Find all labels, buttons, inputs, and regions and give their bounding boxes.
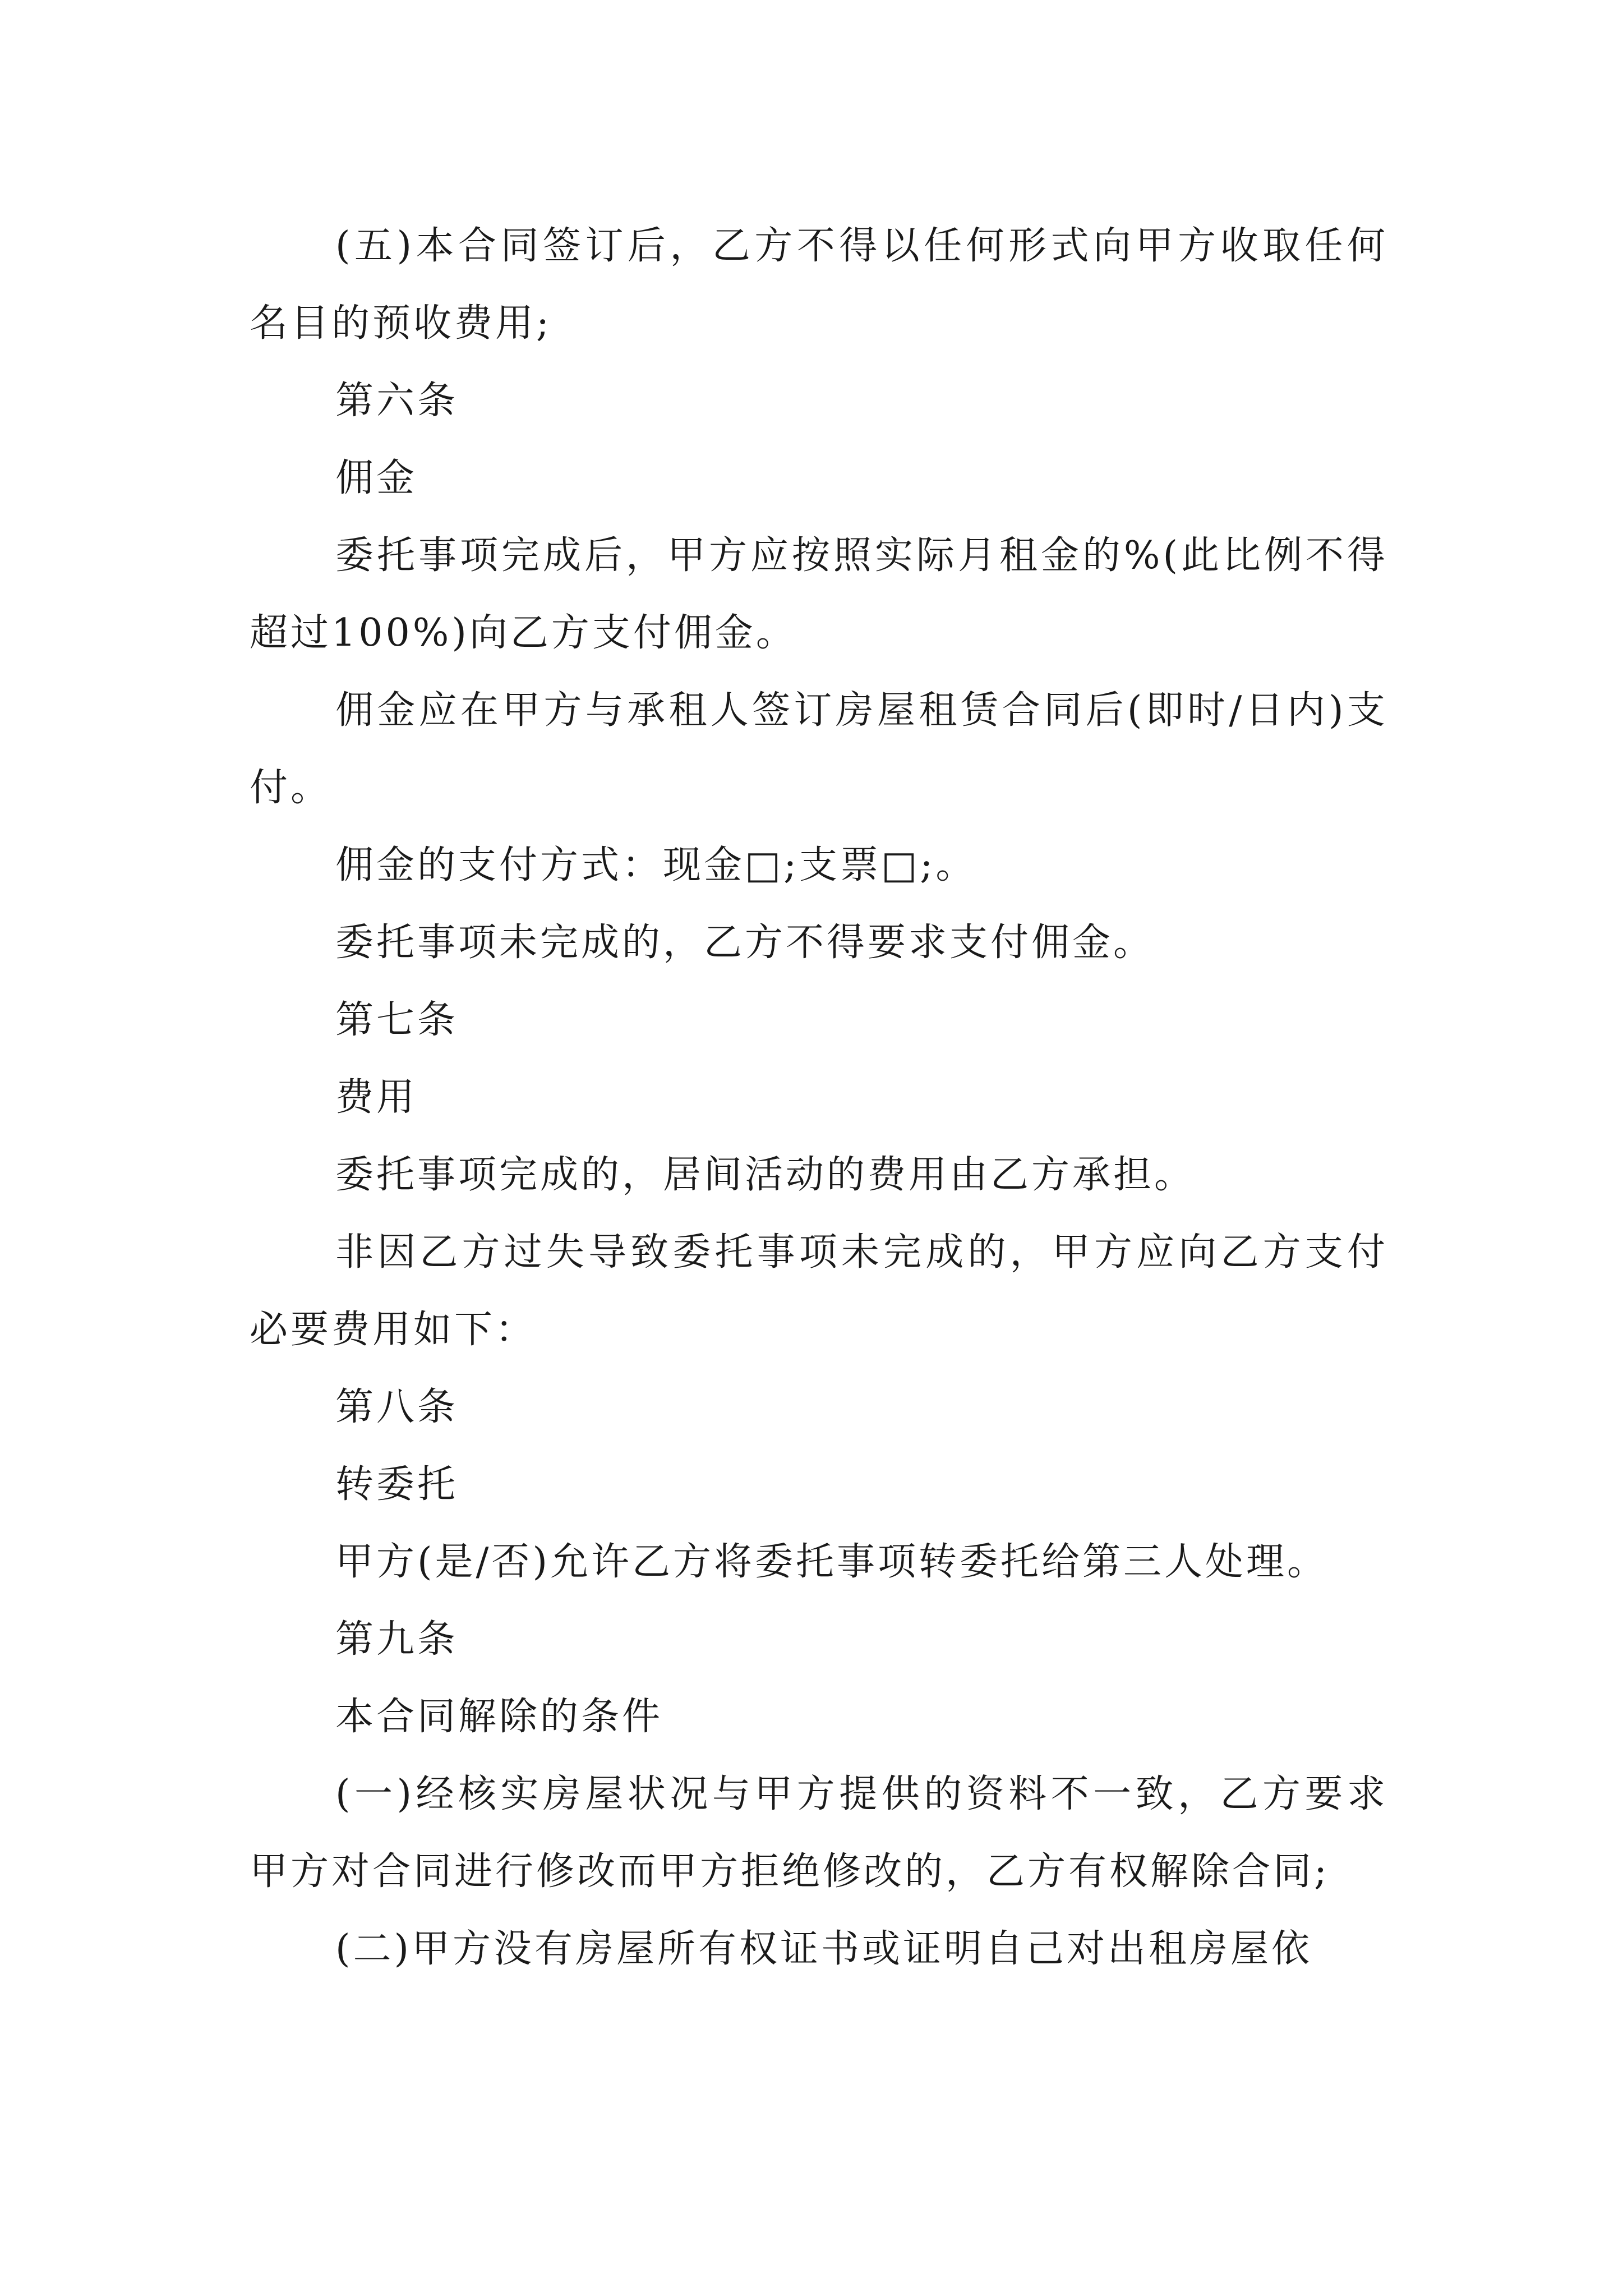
paragraph-commission-not-due: 委托事项未完成的，乙方不得要求支付佣金。 [335, 921, 1155, 965]
article-7-title: 费用 [335, 1075, 418, 1120]
article-7-heading: 第七条 [335, 998, 459, 1042]
paragraph-termination-clause-2: (二)甲方没有房屋所有权证书或证明自己对出租房屋依 [335, 1927, 1313, 1971]
paragraph-subcontracting: 甲方(是/否)允许乙方将委托事项转委托给第三人处理。 [335, 1540, 1328, 1584]
article-8-heading: 第八条 [335, 1385, 459, 1429]
paragraph-expenses-completed: 委托事项完成的，居间活动的费用由乙方承担。 [335, 1153, 1196, 1197]
article-8-title: 转委托 [335, 1462, 459, 1507]
paragraph-commission-rate: 委托事项完成后，甲方应按照实际月租金的%(此比例不得超过100%)向乙方支付佣金。 [250, 533, 1388, 655]
paragraph-termination-clause-1: (一)经核实房屋状况与甲方提供的资料不一致，乙方要求甲方对合同进行修改而甲方拒绝修改的，乙方有权解除合同; [250, 1772, 1388, 1894]
paragraph-clause-5-prepaid-fees: (五)本合同签订后，乙方不得以任何形式向甲方收取任何名目的预收费用; [250, 224, 1388, 346]
article-9-heading: 第九条 [335, 1617, 459, 1662]
paragraph-commission-timing: 佣金应在甲方与承租人签订房屋租赁合同后(即时/日内)支付。 [250, 688, 1388, 810]
document-body [250, 208, 1388, 1988]
article-6-heading: 第六条 [335, 379, 459, 423]
article-6-title: 佣金 [335, 456, 418, 500]
article-9-title: 本合同解除的条件 [335, 1695, 663, 1739]
paragraph-expenses-not-completed: 非因乙方过失导致委托事项未完成的，甲方应向乙方支付必要费用如下： [250, 1230, 1388, 1352]
paragraph-commission-payment-method: 佣金的支付方式：现金□;支票□;。 [335, 843, 977, 887]
